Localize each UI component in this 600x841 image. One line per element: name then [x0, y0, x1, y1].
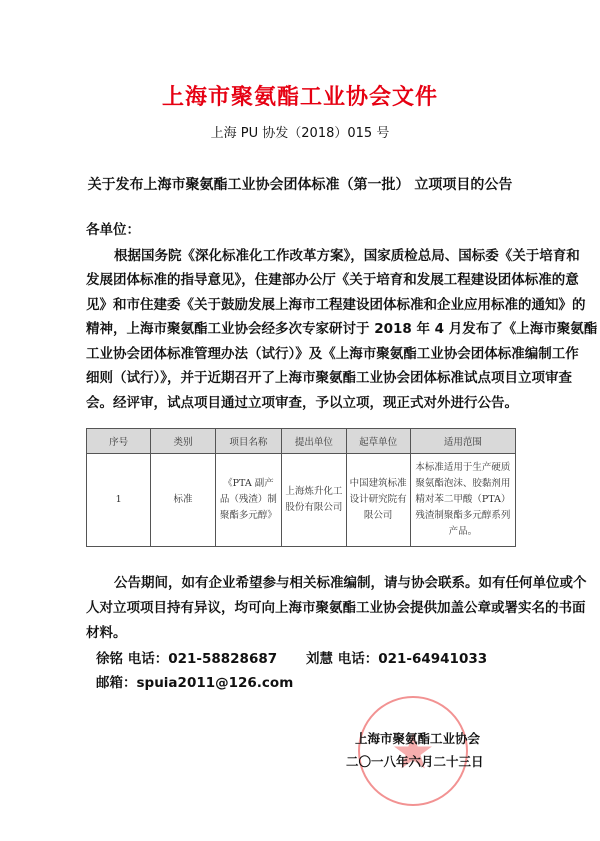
notice-line: 人对立项项目持有异议，均可向上海市聚氨酯工业协会提供加盖公章或署实名的书面: [86, 600, 586, 616]
project-table: [86, 428, 516, 547]
contact-2: 刘慧 电话：021-64941033: [306, 651, 488, 667]
announcement-heading: 关于发布上海市聚氨酯工业协会团体标准（第一批） 立项项目的公告: [87, 177, 513, 193]
table-header-row: [87, 429, 516, 454]
notice-line: 材料。: [86, 625, 127, 641]
body-line: 见》和市住建委《关于鼓励发展上海市工程建设团体标准和企业应用标准的通知》的: [86, 297, 586, 313]
col-header: 提出单位: [282, 429, 346, 454]
contact-email: 邮箱：spuia2011@126.com: [96, 675, 294, 691]
cell-number: 1: [87, 454, 151, 547]
table-row: [87, 454, 516, 547]
cell-scope: 本标准适用于生产硬质聚氨酯泡沫、胶黏剂用精对苯二甲酸（PTA）残渣制聚酯多元醇系列产品。: [410, 454, 515, 547]
salutation: 各单位：: [86, 222, 140, 238]
document-number: 上海 PU 协发（2018）015 号: [210, 126, 390, 141]
cell-category: 标准: [151, 454, 215, 547]
body-line: 细则（试行）》，并于近期召开了上海市聚氨酯工业协会团体标准试点项目立项审查: [86, 370, 572, 386]
col-header: 适用范围: [410, 429, 515, 454]
cell-drafter: 中国建筑标准设计研究院有限公司: [346, 454, 410, 547]
cell-proposer: 上海炼升化工股份有限公司: [282, 454, 346, 547]
contact-1: 徐铭 电话：021-58828687: [96, 651, 278, 667]
col-header: 类别: [151, 429, 215, 454]
col-header: 项目名称: [215, 429, 281, 454]
col-header: 序号: [87, 429, 151, 454]
notice-line: 公告期间，如有企业希望参与相关标准编制，请与协会联系。如有任何单位或个: [114, 575, 587, 591]
document-title: 上海市聚氨酯工业协会文件: [161, 85, 438, 110]
body-line: 工业协会团体标准管理办法（试行）》及《上海市聚氨酯工业协会团体标准编制工作: [86, 346, 579, 362]
signature-date: 二〇一八年六月二十三日: [346, 754, 484, 769]
body-line: 精神，上海市聚氨酯工业协会经多次专家研讨于 2018 年 4 月发布了《上海市聚氨酯: [86, 321, 598, 337]
body-line: 根据国务院《深化标准化工作改革方案》，国家质检总局、国标委《关于培育和: [114, 248, 580, 264]
official-seal: [357, 695, 469, 807]
body-line: 会。经评审，试点项目通过立项审查，予以立项，现正式对外进行公告。: [86, 395, 518, 411]
cell-project-name: 《PTA 副产品（残渣）制聚酯多元醇》: [215, 454, 281, 547]
signature-org: 上海市聚氨酯工业协会: [355, 731, 481, 746]
col-header: 起草单位: [346, 429, 410, 454]
body-line: 发展团体标准的指导意见》，住建部办公厅《关于培育和发展工程建设团体标准的意: [86, 272, 579, 288]
